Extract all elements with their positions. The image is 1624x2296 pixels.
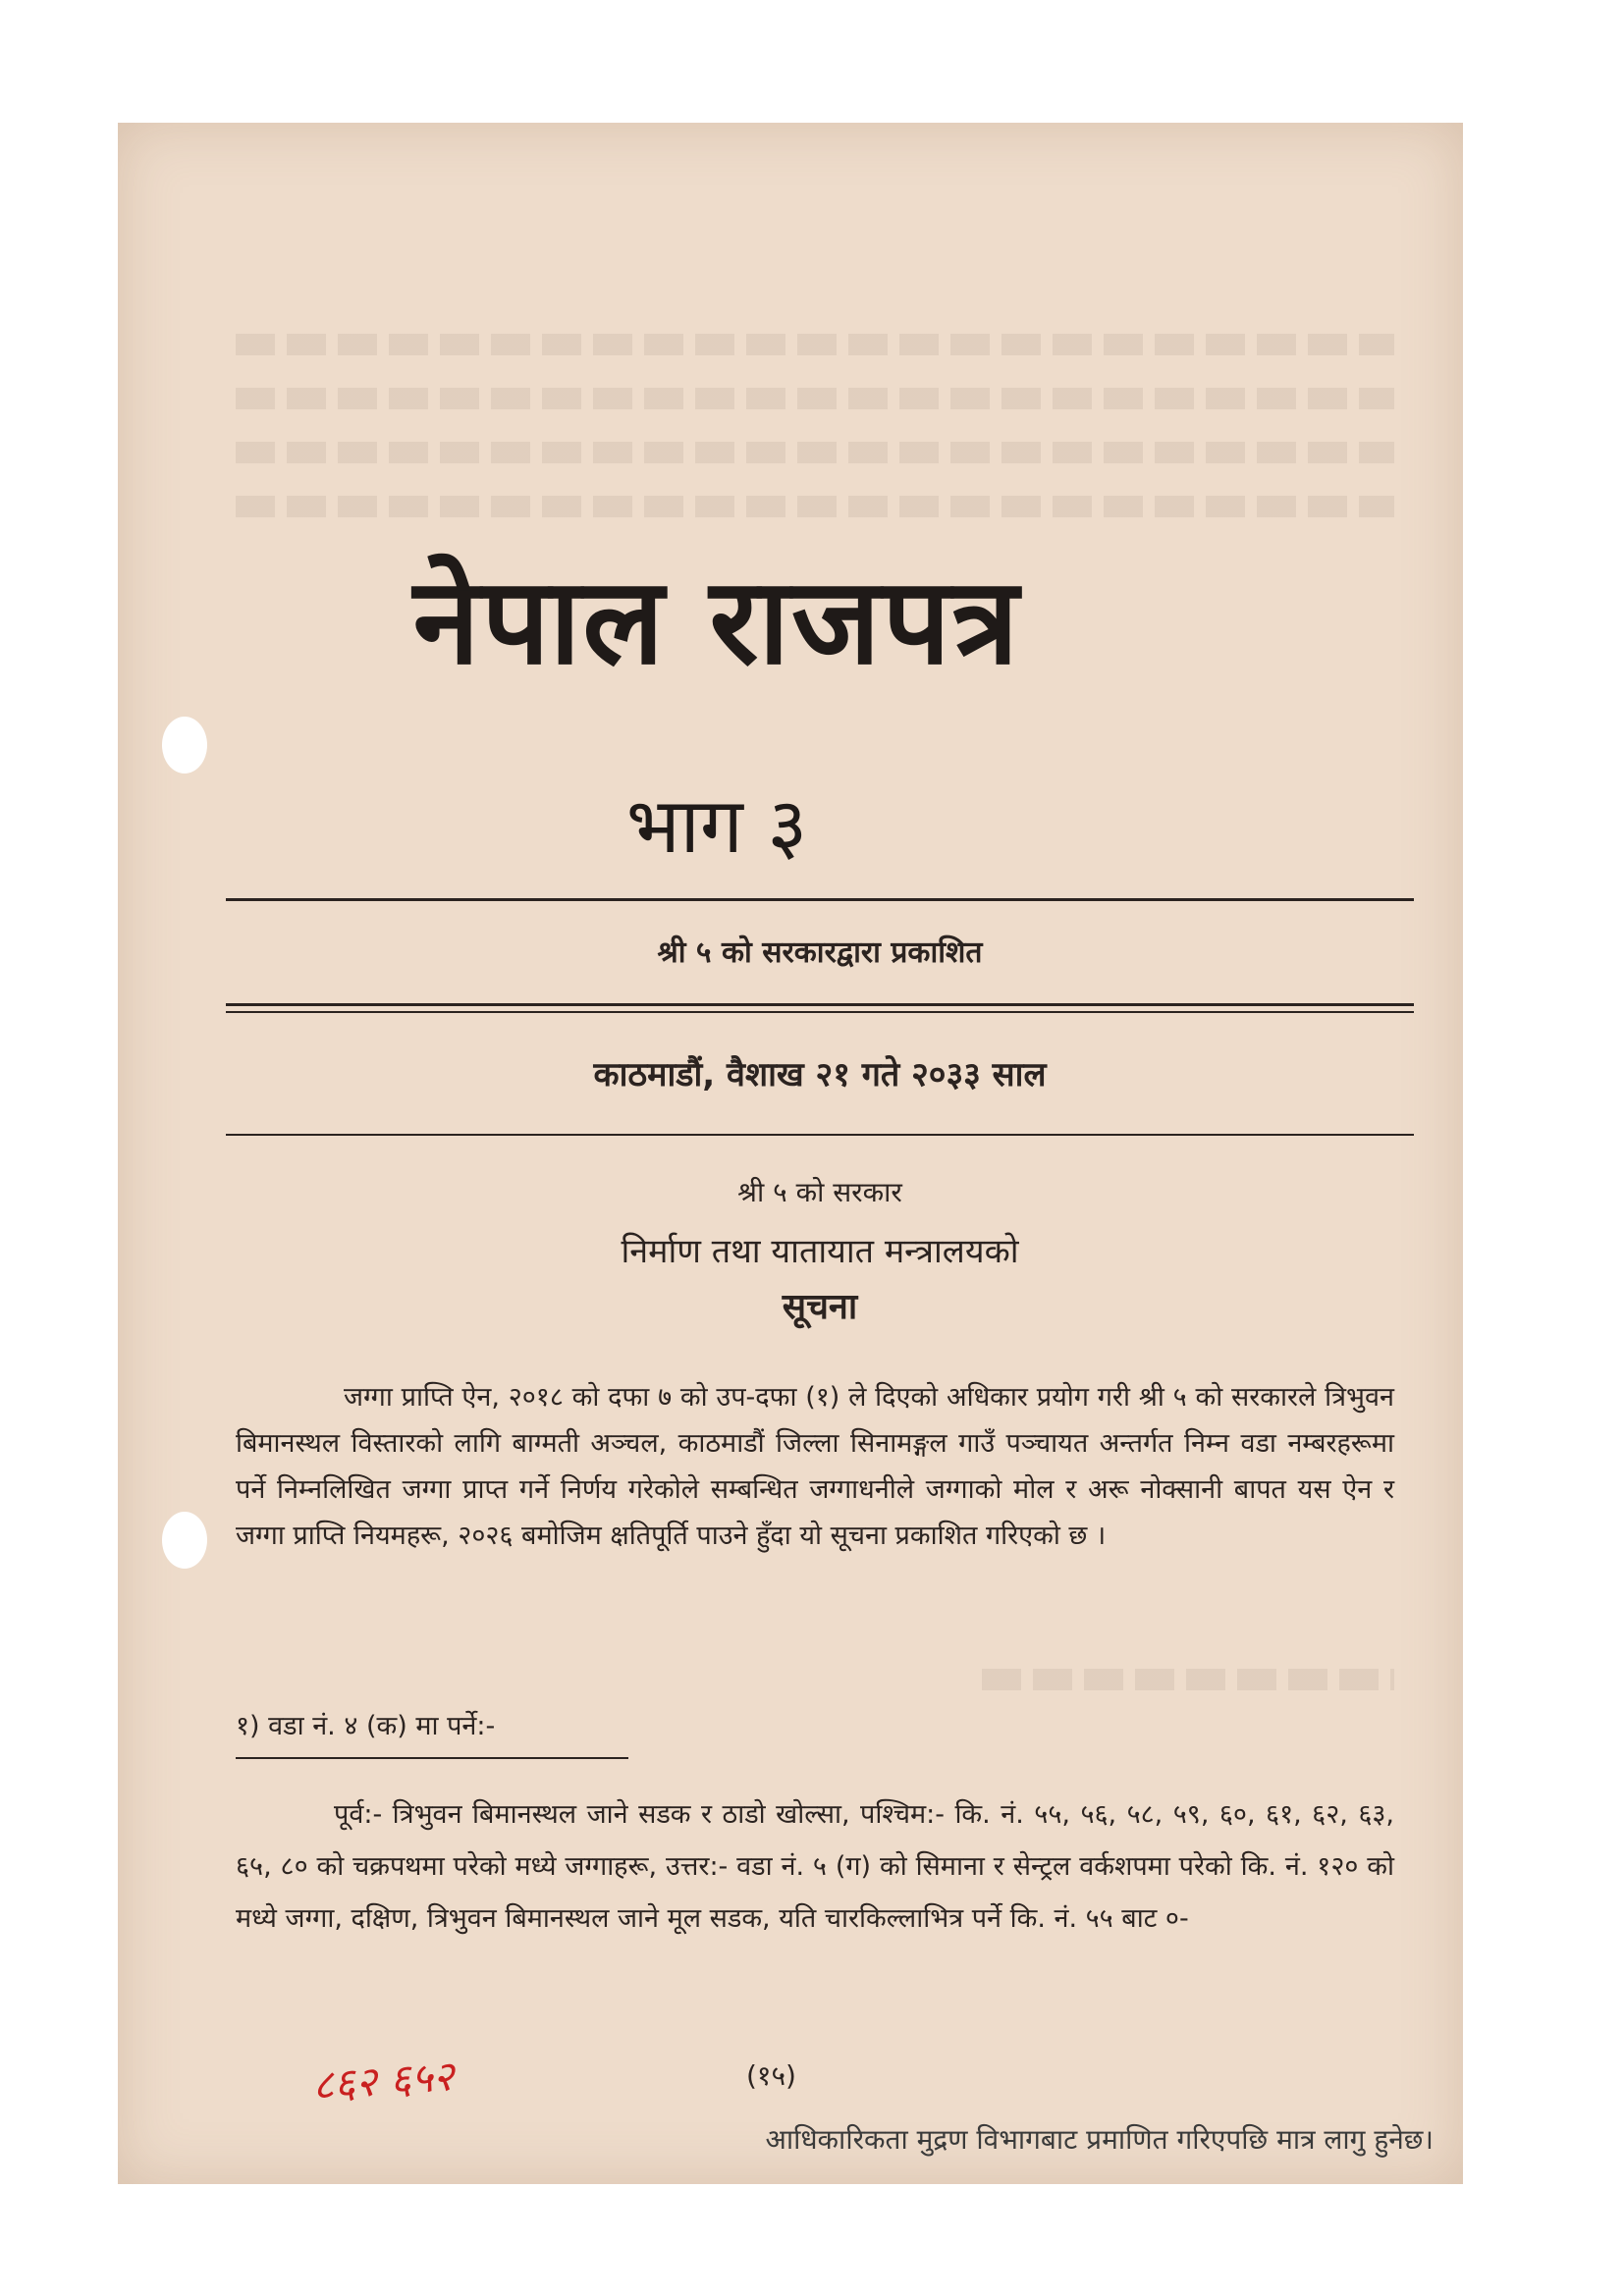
ward-heading-underline [236, 1757, 628, 1759]
publisher-line: श्री ५ को सरकारद्वारा प्रकाशित [657, 935, 983, 970]
authenticity-note: आधिकारिकता मुद्रण विभागबाट प्रमाणित गरिएपछि मात्र लागु हुनेछ। [765, 2123, 1434, 2156]
boundary-description [236, 1789, 1394, 1945]
header-rule [226, 1011, 1414, 1013]
boundary-paragraph: पूर्व:- त्रिभुवन बिमानस्थल जाने सडक र ठाडो खोल्सा, पश्चिम:- कि. नं. ५५, ५६, ५८, ५९, ६०, ६१, ६२, ६३, ६५, ८० को चक्रपथमा परेको मध्ये जग्गाहरू, उत्तर:- वडा नं. ५ (ग) को सिमाना र सेन्ट्रल वर्कशपमा परेको कि. नं. १२० को मध्ये जग्गा, दक्षिण, त्रिभुवन बिमानस्थल जाने मूल सडक, यति चारकिल्लाभित्र पर्ने कि. नं. ५५ बाट ०- [236, 1799, 1394, 1934]
bleed-through-line [982, 1669, 1394, 1690]
notice-title: सूचना [782, 1287, 858, 1327]
bleed-through-line [236, 334, 1394, 355]
punch-hole [162, 717, 207, 774]
part-number: भाग ३ [625, 782, 808, 871]
page-number: (१५) [746, 2059, 796, 2092]
government-line: श्री ५ को सरकार [737, 1176, 902, 1208]
ward-heading: १) वडा नं. ४ (क) मा पर्ने:- [236, 1711, 496, 1741]
header-rule [226, 898, 1414, 901]
header-rule [226, 1134, 1414, 1136]
notice-paragraph: जग्गा प्राप्ति ऐन, २०१८ को दफा ७ को उप-दफा (१) ले दिएको अधिकार प्रयोग गरी श्री ५ को सरकारले त्रिभुवन बिमानस्थल विस्तारको लागि बाग्मती अञ्चल, काठमाडौं जिल्ला सिनामङ्गल गाउँ पञ्चायत अन्तर्गत निम्न वडा नम्बरहरूमा पर्ने निम्नलिखित जग्गा प्राप्त गर्ने निर्णय गरेकोले सम्बन्धित जग्गाधनीले जग्गाको मोल र अरू नोक्सानी बापत यस ऐन र जग्गा प्राप्ति नियमहरू, २०२६ बमोजिम क्षतिपूर्ति पाउने हुँदा यो सूचना प्रकाशित गरिएको छ । [236, 1382, 1394, 1551]
ministry-line: निर्माण तथा यातायात मन्त्रालयको [621, 1232, 1019, 1271]
bleed-through-line [236, 388, 1394, 409]
notice-body [236, 1374, 1394, 1559]
header-rule [226, 1003, 1414, 1006]
gazette-masthead: नेपाल राजपत्र [412, 550, 1021, 691]
dateline: काठमाडौं, वैशाख २१ गते २०३३ साल [593, 1055, 1047, 1095]
punch-hole [162, 1512, 207, 1569]
bleed-through-line [236, 442, 1394, 463]
handwritten-annotation: ८६२ ६५२ [310, 2052, 457, 2109]
bleed-through-line [236, 496, 1394, 517]
